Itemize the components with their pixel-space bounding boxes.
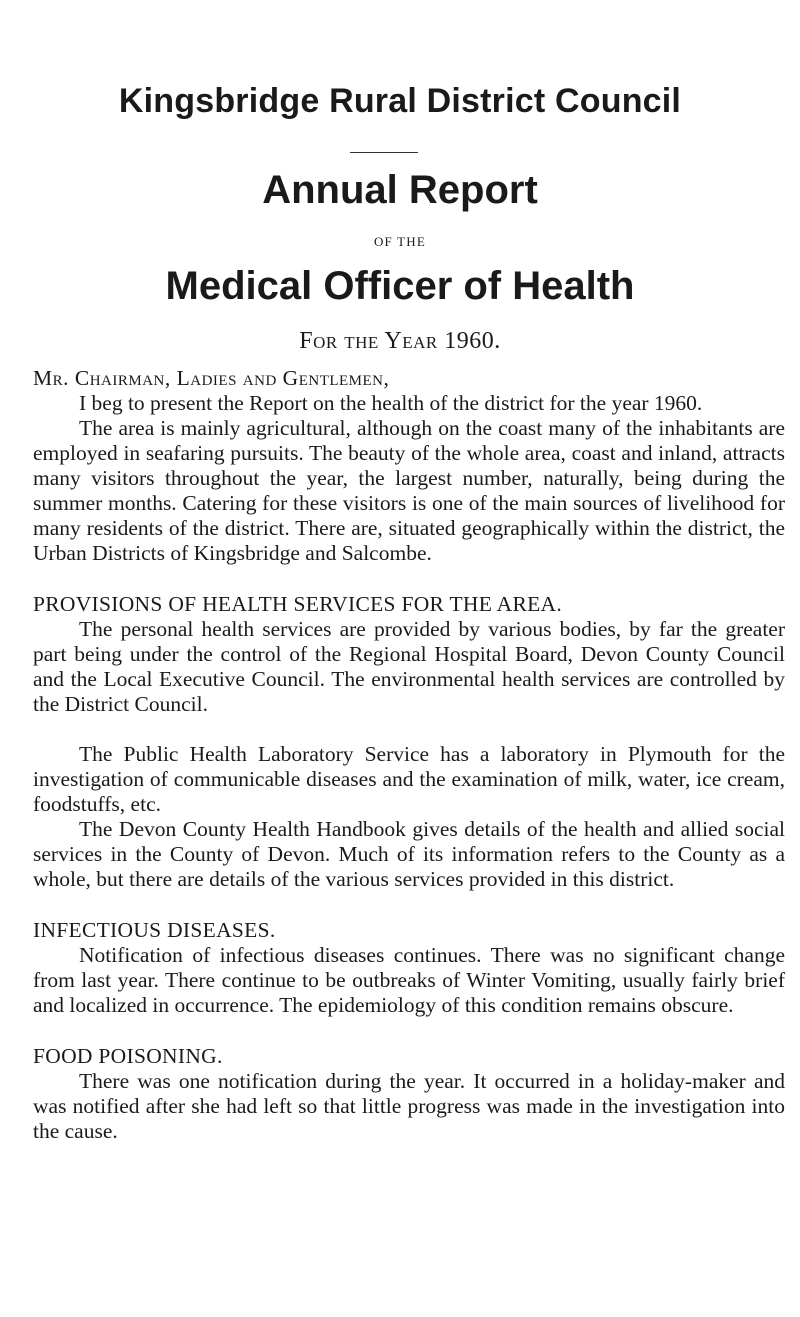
intro-paragraph: I beg to present the Report on the health of the district for the year 1960. [79,391,703,415]
section-heading-provisions: PROVISIONS OF HEALTH SERVICES FOR THE AREA. [33,592,563,616]
section-heading-infectious: INFECTIOUS DISEASES. [33,918,276,942]
infectious-paragraph: Notification of infectious diseases continues. There was no significant change from last year. There continue to be outbreaks of Winter Vomiting, usually fairly brief and localized in occurrence. The epidemiology of this condition remains obscure. [33,943,785,1017]
section-heading-food-poisoning: FOOD POISONING. [33,1044,223,1068]
provisions-paragraph: The personal health services are provided by various bodies, by far the greater part being under the control of the Regional Hospital Board, Devon County Council and the Local Executive Council. The environmental health services are controlled by the District Council. [33,617,785,716]
report-title: Annual Report [262,168,538,212]
intro-paragraph: The area is mainly agricultural, although on the coast many of the inhabitants are employed in seafaring pursuits. The beauty of the whole area, coast and inland, attracts many visitors throughout the year, the largest number, naturally, being during the summer months. Catering for these visitors is one of the main sources of livelihood for many residents of the district. There are, situated geographically within the district, the Urban Districts of Kingsbridge and Salcombe. [33,416,785,565]
salutation: Mr. Chairman, Ladies and Gentlemen, [33,366,390,390]
council-title: Kingsbridge Rural District Council [118,82,682,120]
provisions-paragraph: The Devon County Health Handbook gives details of the health and allied social services in the County of Devon. Much of its information refers to the County as a whole, but there are details of the various services provided in this district. [33,817,785,891]
report-subtitle: Medical Officer of Health [165,264,635,308]
report-body [33,366,785,1144]
title-divider [350,152,418,153]
report-year: For the Year 1960. [299,328,501,354]
food-poisoning-paragraph: There was one notification during the year. It occurred in a holiday-maker and was notified after she had left so that little progress was made in the investigation into the cause. [33,1069,785,1143]
of-the-label: OF THE [373,234,427,249]
provisions-paragraph: The Public Health Laboratory Service has a laboratory in Plymouth for the investigation of communicable diseases and the examination of milk, water, ice cream, foodstuffs, etc. [33,742,785,816]
